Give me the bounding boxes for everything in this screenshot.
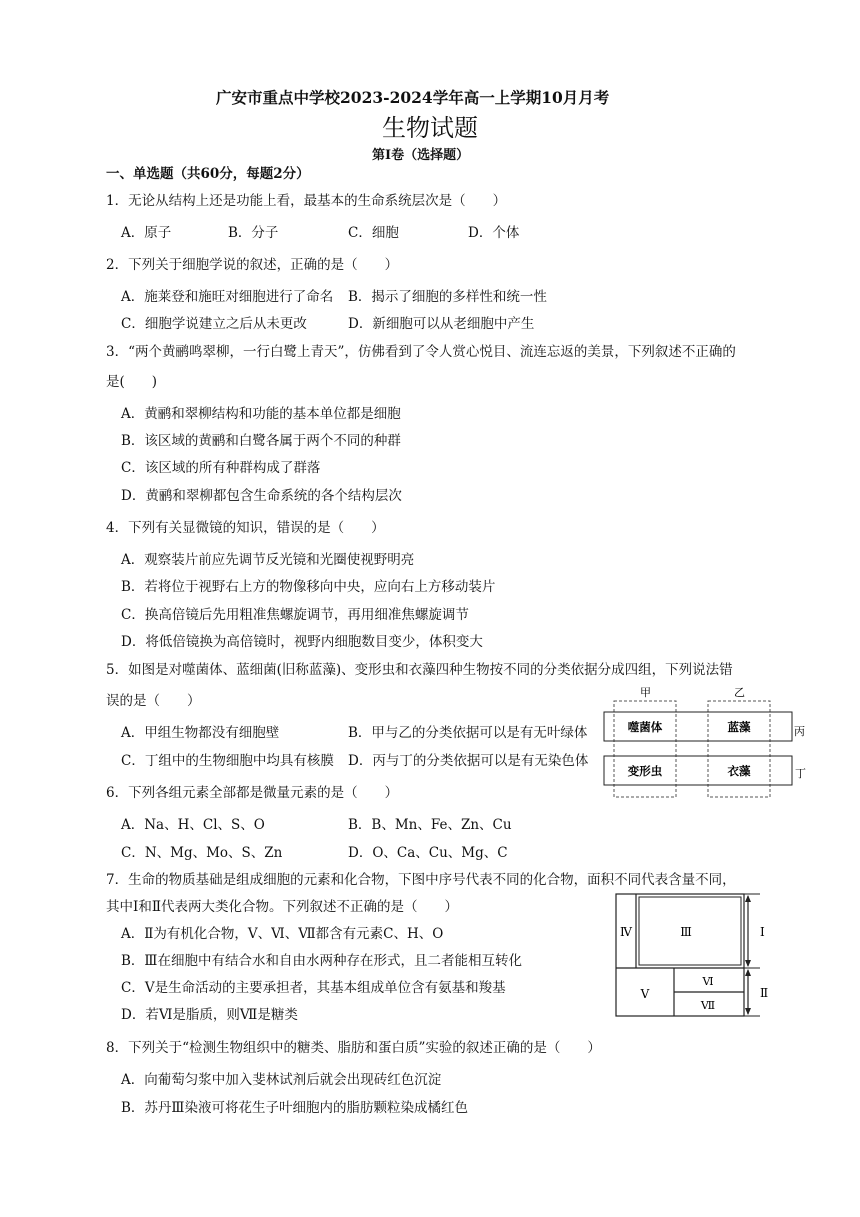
q4-option-a: A．观察装片前应先调节反光镜和光圈使视野明亮	[121, 552, 415, 568]
label-v: Ⅴ	[640, 987, 650, 1001]
q7-option-c: C．Ⅴ是生命活动的主要承担者，其基本组成单位含有氨基和羧基	[121, 980, 506, 996]
q4-option-b: B．若将位于视野右上方的物像移向中央，应向右上方移动装片	[121, 579, 496, 595]
q8-stem: 8．下列关于“检测生物组织中的糖类、脂肪和蛋白质”实验的叙述正确的是（ ）	[106, 1040, 601, 1056]
q3-option-d: D．黄鹂和翠柳都包含生命系统的各个结构层次	[121, 488, 402, 504]
label-vii: Ⅶ	[700, 999, 716, 1012]
q8-option-b: B．苏丹Ⅲ染液可将花生子叶细胞内的脂肪颗粒染成橘红色	[121, 1100, 468, 1116]
q1-stem: 1．无论从结构上还是功能上看，最基本的生命系统层次是（ ）	[106, 193, 507, 209]
part-label: 第Ⅰ卷（选择题）	[372, 148, 470, 163]
q6-option-a: A．Na、H、Cl、S、O	[121, 817, 265, 833]
q7-option-a: A．Ⅱ为有机化合物，Ⅴ、Ⅵ、Ⅶ都含有元素C、H、O	[121, 926, 444, 942]
q6-option-c: C．N、Mg、Mo、S、Zn	[121, 845, 283, 861]
label-ii: Ⅱ	[760, 986, 769, 1000]
label-ding: 丁	[795, 767, 806, 780]
q2-stem: 2．下列关于细胞学说的叙述，正确的是（ ）	[106, 257, 399, 273]
exam-subject: 生物试题	[382, 114, 478, 142]
q7-option-d: D．若Ⅵ是脂质，则Ⅶ是糖类	[121, 1007, 298, 1023]
q8-option-a: A．向葡萄匀浆中加入斐林试剂后就会出现砖红色沉淀	[121, 1072, 442, 1088]
q1-option-b: B．分子	[228, 225, 279, 241]
q1-option-a: A．原子	[121, 225, 172, 241]
cell-chlamydomonas: 衣藻	[727, 764, 751, 778]
q6-stem: 6．下列各组元素全部都是微量元素的是（ ）	[106, 785, 399, 801]
q3-option-c: C．该区域的所有种群构成了群落	[121, 460, 321, 476]
label-iv: Ⅳ	[620, 925, 632, 939]
exam-title: 广安市重点中学校2023-2024学年高一上学期10月月考	[216, 88, 610, 107]
q1-option-d: D．个体	[468, 225, 520, 241]
q5-option-d: D．丙与丁的分类依据可以是有无染色体	[348, 753, 589, 769]
q3-option-a: A．黄鹂和翠柳结构和功能的基本单位都是细胞	[121, 406, 401, 422]
q2-option-a: A．施莱登和施旺对细胞进行了命名	[121, 289, 334, 305]
label-i: Ⅰ	[760, 925, 765, 939]
q4-option-d: D．将低倍镜换为高倍镜时，视野内细胞数目变少，体积变大	[121, 634, 483, 650]
cell-cyanobacteria: 蓝藻	[727, 720, 751, 734]
label-bing: 丙	[794, 725, 805, 738]
section-heading: 一、单选题（共60分，每题2分）	[106, 166, 310, 182]
q2-option-b: B．揭示了细胞的多样性和统一性	[348, 289, 547, 305]
q5-option-c: C．丁组中的生物细胞中均具有核膜	[121, 753, 334, 769]
q1-option-c: C．细胞	[348, 225, 399, 241]
q2-option-d: D．新细胞可以从老细胞中产生	[348, 316, 535, 332]
label-jia: 甲	[640, 686, 651, 699]
label-vi: Ⅵ	[702, 975, 714, 988]
compound-area-diagram	[612, 890, 772, 1020]
q5-stem-line2: 误的是（ ）	[106, 693, 201, 709]
cell-phage: 噬菌体	[627, 720, 663, 734]
q5-stem-line1: 5．如图是对噬菌体、蓝细菌(旧称蓝藻)、变形虫和衣藻四种生物按不同的分类依据分成四组，下列说法错	[106, 662, 733, 678]
classification-diagram	[598, 684, 812, 800]
q3-stem-line2: 是( )	[106, 374, 158, 390]
cell-amoeba: 变形虫	[627, 764, 663, 778]
label-iii: Ⅲ	[680, 925, 692, 939]
q7-option-b: B．Ⅲ在细胞中有结合水和自由水两种存在形式，且二者能相互转化	[121, 953, 522, 969]
q5-option-b: B．甲与乙的分类依据可以是有无叶绿体	[348, 725, 588, 741]
q6-option-d: D．O、Ca、Cu、Mg、C	[348, 845, 508, 861]
q4-option-c: C．换高倍镜后先用粗准焦螺旋调节，再用细准焦螺旋调节	[121, 607, 469, 623]
q7-stem-line2: 其中Ⅰ和Ⅱ代表两大类化合物。下列叙述不正确的是（ ）	[106, 899, 459, 915]
q7-stem-line1: 7．生命的物质基础是组成细胞的元素和化合物，下图中序号代表不同的化合物，面积不同代表含量不同，	[106, 872, 736, 888]
q3-stem-line1: 3．“两个黄鹂鸣翠柳，一行白鹭上青天”，仿佛看到了令人赏心悦目、流连忘返的美景，下列叙述不正确的	[106, 344, 736, 360]
q4-stem: 4．下列有关显微镜的知识，错误的是（ ）	[106, 520, 385, 536]
q3-option-b: B．该区域的黄鹂和白鹭各属于两个不同的种群	[121, 433, 401, 449]
label-yi: 乙	[734, 686, 745, 699]
q6-option-b: B．B、Mn、Fe、Zn、Cu	[348, 817, 512, 833]
q2-option-c: C．细胞学说建立之后从未更改	[121, 316, 307, 332]
q5-option-a: A．甲组生物都没有细胞壁	[121, 725, 280, 741]
